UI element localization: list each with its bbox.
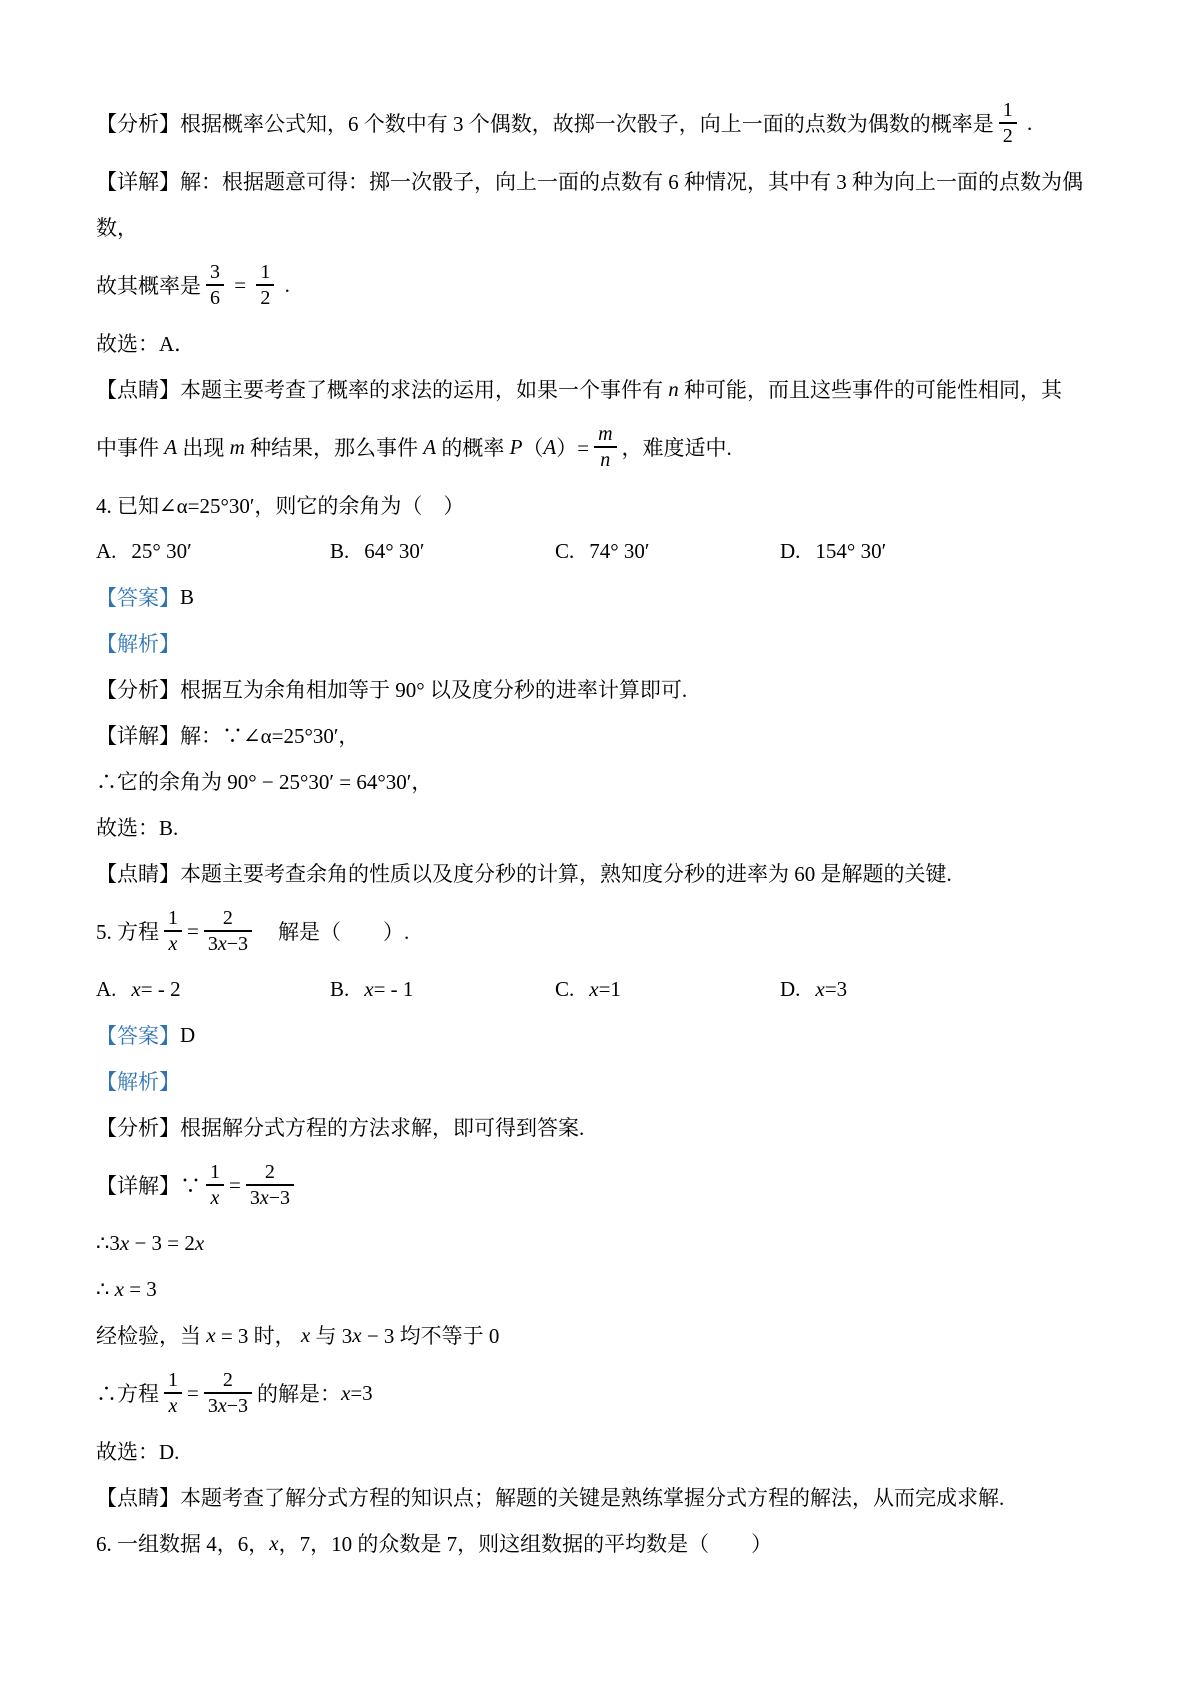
math-variable: x bbox=[194, 1230, 205, 1255]
math-variable: x bbox=[119, 1230, 130, 1255]
q3-note-line2 bbox=[96, 412, 1105, 482]
text-run: 故选：B. bbox=[96, 816, 179, 840]
q5-detail-line2 bbox=[96, 1220, 1105, 1266]
text-run: = bbox=[229, 272, 252, 297]
text-run: 出现 bbox=[177, 436, 230, 460]
q5-check bbox=[96, 1312, 1105, 1358]
q4-note bbox=[96, 850, 1105, 896]
text-run: 故其概率是 bbox=[96, 274, 201, 298]
fraction-bar bbox=[999, 122, 1017, 124]
math-variable: m bbox=[598, 422, 613, 445]
q4-options bbox=[96, 528, 1105, 574]
math-variable: x bbox=[300, 1322, 311, 1347]
text-run: = - 2 bbox=[140, 976, 181, 1001]
text-run: 【点睛】本题考查了解分式方程的知识点；解题的关键是熟练掌握分式方程的解法，从而完成求解. bbox=[96, 1486, 1005, 1510]
fraction bbox=[999, 99, 1017, 147]
math-variable: A bbox=[543, 434, 557, 459]
fraction bbox=[206, 1161, 224, 1209]
text-run: 2 bbox=[260, 286, 271, 309]
fraction-numerator bbox=[999, 99, 1017, 121]
q3-probability-formula bbox=[96, 250, 1105, 320]
fraction-numerator bbox=[219, 907, 237, 929]
math-variable: x bbox=[269, 1530, 279, 1555]
fraction-numerator bbox=[164, 1369, 182, 1391]
text-run: 种可能，而且这些事件的可能性相同，其 bbox=[678, 378, 1062, 402]
text-run: 3 bbox=[210, 260, 220, 283]
answer-label: 【答案】 bbox=[96, 586, 180, 610]
math-variable: x bbox=[210, 1186, 220, 1209]
text-run: 【详解】解：根据题意可得：掷一次骰子，向上一面的点数有 6 种情况，其中有 3 种为向上一面的点数为偶 bbox=[96, 170, 1083, 194]
text-run: 中事件 bbox=[96, 436, 165, 460]
text-run: =3 bbox=[824, 976, 848, 1001]
text-run: 1 bbox=[168, 1368, 178, 1391]
text-run: 6 bbox=[210, 286, 220, 309]
document-content bbox=[96, 88, 1105, 1566]
text-run: 64° 30′ bbox=[364, 538, 425, 563]
fraction-bar bbox=[164, 1392, 182, 1394]
q3-detail-line2 bbox=[96, 204, 1105, 250]
q5-answer bbox=[96, 1012, 1105, 1058]
option-letter: B. bbox=[330, 538, 350, 563]
fraction-numerator bbox=[206, 1161, 224, 1183]
q5-analysis bbox=[96, 1104, 1105, 1150]
fraction bbox=[256, 261, 274, 309]
fraction-numerator bbox=[256, 261, 274, 283]
text-run: = bbox=[187, 918, 199, 943]
text-run: 与 3 bbox=[310, 1324, 353, 1348]
analysis-label: 【解析】 bbox=[96, 632, 180, 656]
text-run: − 3 = 2 bbox=[129, 1230, 195, 1255]
q5-solution bbox=[96, 1358, 1105, 1428]
math-variable: n bbox=[600, 448, 611, 471]
q4-detail-line2 bbox=[96, 758, 1105, 804]
text-run: − 3 均不等于 0 bbox=[361, 1324, 500, 1348]
math-variable: x bbox=[815, 976, 825, 1001]
text-run: ，难度适中. bbox=[621, 436, 732, 460]
q5-detail-line1 bbox=[96, 1150, 1105, 1220]
q3-analysis bbox=[96, 88, 1105, 158]
fraction bbox=[206, 261, 224, 309]
math-variable: x bbox=[217, 932, 227, 955]
fraction-numerator bbox=[594, 423, 616, 445]
option-letter: B. bbox=[330, 976, 350, 1001]
q4-jiexi bbox=[96, 620, 1105, 666]
fraction bbox=[164, 907, 182, 955]
math-variable: x bbox=[352, 1322, 362, 1347]
fraction-bar bbox=[206, 1184, 224, 1186]
text-run: 5. 方程 bbox=[96, 920, 159, 944]
text-run: 【点睛】本题主要考查余角的性质以及度分秒的计算，熟知度分秒的进率为 60 是解题的关键. bbox=[96, 862, 952, 886]
text-run: −3 bbox=[268, 1186, 291, 1209]
text-run: 2 bbox=[222, 906, 233, 929]
option-A bbox=[96, 977, 330, 1002]
option-B bbox=[330, 977, 555, 1002]
fraction-bar bbox=[204, 1392, 252, 1394]
text-run: 74° 30′ bbox=[589, 538, 650, 563]
fraction-denominator bbox=[246, 1187, 294, 1209]
math-variable: n bbox=[668, 376, 679, 401]
fraction-bar bbox=[204, 930, 252, 932]
text-run: ∴3 bbox=[96, 1230, 120, 1255]
text-run: 【点睛】本题主要考查了概率的求法的运用，如果一个事件有 bbox=[96, 378, 669, 402]
text-run: = bbox=[229, 1172, 241, 1197]
text-run: 3 bbox=[207, 932, 218, 955]
option-C bbox=[555, 539, 780, 564]
text-run: =3 bbox=[350, 1380, 373, 1405]
text-run: 【分析】根据概率公式知，6 个数中有 3 个偶数，故掷一次骰子，向上一面的点数为偶数的概率是 bbox=[96, 112, 994, 136]
fraction-denominator bbox=[206, 287, 224, 309]
text-run: 数， bbox=[96, 216, 138, 240]
text-run: D bbox=[180, 1022, 196, 1047]
fraction-denominator bbox=[204, 933, 252, 955]
math-variable: x bbox=[206, 1322, 216, 1347]
option-letter: D. bbox=[780, 538, 801, 563]
fraction-numerator bbox=[164, 907, 182, 929]
q4-answer bbox=[96, 574, 1105, 620]
text-run: ∴它的余角为 90° − 25°30′ = 64°30′， bbox=[96, 770, 433, 794]
text-run: 经检验，当 bbox=[96, 1324, 207, 1348]
text-run: 解是（ ）. bbox=[257, 920, 410, 944]
text-run: 2 bbox=[222, 1368, 233, 1391]
text-run: 154° 30′ bbox=[815, 538, 887, 563]
fraction bbox=[164, 1369, 182, 1417]
fraction-bar bbox=[164, 930, 182, 932]
text-run: . bbox=[279, 272, 290, 297]
text-run: B bbox=[180, 584, 195, 609]
fraction-bar bbox=[246, 1184, 294, 1186]
q5-conclusion bbox=[96, 1428, 1105, 1474]
text-run: ）= bbox=[556, 436, 590, 460]
math-variable: x bbox=[217, 1394, 227, 1417]
text-run: 【详解】解：∵∠α=25°30′， bbox=[96, 724, 360, 748]
option-letter: C. bbox=[555, 976, 575, 1001]
q5-note bbox=[96, 1474, 1105, 1520]
q3-note-line1 bbox=[96, 366, 1105, 412]
math-variable: x bbox=[589, 976, 599, 1001]
text-run: 2 bbox=[264, 1160, 275, 1183]
option-letter: A. bbox=[96, 976, 117, 1001]
text-run: 【分析】根据互为余角相加等于 90° 以及度分秒的进率计算即可. bbox=[96, 678, 688, 702]
q3-conclusion bbox=[96, 320, 1105, 366]
math-variable: x bbox=[114, 1276, 124, 1301]
text-run: ∴ bbox=[96, 1276, 115, 1301]
fraction-numerator bbox=[206, 261, 224, 283]
text-run: = 3 时， bbox=[215, 1324, 301, 1348]
fraction-bar bbox=[206, 284, 224, 286]
text-run: 3 bbox=[207, 1394, 218, 1417]
option-C bbox=[555, 977, 780, 1002]
text-run: 【详解】∵ bbox=[96, 1174, 201, 1198]
fraction bbox=[204, 907, 252, 955]
option-B bbox=[330, 539, 555, 564]
option-D bbox=[780, 977, 1105, 1002]
text-run: 25° 30′ bbox=[131, 538, 192, 563]
text-run: =1 bbox=[598, 976, 621, 1001]
q5-detail-line3 bbox=[96, 1266, 1105, 1312]
text-run: . bbox=[1021, 110, 1033, 135]
q5-options bbox=[96, 966, 1105, 1012]
q5-jiexi bbox=[96, 1058, 1105, 1104]
option-D bbox=[780, 539, 1105, 564]
text-run: 的概率 bbox=[436, 436, 510, 460]
text-run: 1 bbox=[1002, 98, 1013, 121]
math-variable: x bbox=[364, 976, 374, 1001]
text-run: 故选：A． bbox=[96, 332, 196, 356]
text-run: 2 bbox=[1002, 124, 1013, 147]
q6-stem bbox=[96, 1520, 1105, 1566]
fraction-denominator bbox=[596, 449, 614, 471]
text-run: = bbox=[187, 1380, 199, 1405]
fraction-denominator bbox=[165, 1395, 182, 1417]
text-run: = - 1 bbox=[373, 976, 414, 1001]
math-variable: x bbox=[131, 976, 141, 1001]
option-letter: C. bbox=[555, 538, 575, 563]
text-run: = 3 bbox=[123, 1276, 157, 1301]
fraction-numerator bbox=[219, 1369, 237, 1391]
fraction-denominator bbox=[999, 125, 1017, 147]
option-letter: D. bbox=[780, 976, 801, 1001]
q4-conclusion bbox=[96, 804, 1105, 850]
math-variable: m bbox=[229, 434, 245, 459]
text-run: 故选：D. bbox=[96, 1440, 180, 1464]
math-variable: P bbox=[509, 434, 523, 459]
fraction-bar bbox=[594, 446, 616, 448]
text-run: 1 bbox=[168, 906, 178, 929]
text-run: 4. 已知∠α=25°30′，则它的余角为（ ） bbox=[96, 494, 465, 518]
q4-detail-line1 bbox=[96, 712, 1105, 758]
fraction-denominator bbox=[165, 933, 182, 955]
option-A bbox=[96, 539, 330, 564]
text-run: 【分析】根据解分式方程的方法求解，即可得到答案. bbox=[96, 1116, 585, 1140]
fraction bbox=[594, 423, 616, 471]
fraction bbox=[204, 1369, 252, 1417]
math-variable: A bbox=[164, 434, 178, 459]
fraction-bar bbox=[256, 284, 274, 286]
q4-stem bbox=[96, 482, 1105, 528]
text-run: ，7，10 的众数是 7，则这组数据的平均数是（ ） bbox=[278, 1532, 773, 1556]
text-run: 3 bbox=[249, 1186, 260, 1209]
math-variable: x bbox=[168, 1394, 178, 1417]
text-run: 种结果，那么事件 bbox=[244, 436, 424, 460]
text-run: −3 bbox=[226, 1394, 249, 1417]
answer-label: 【答案】 bbox=[96, 1024, 180, 1048]
math-variable: A bbox=[423, 434, 437, 459]
analysis-label: 【解析】 bbox=[96, 1070, 180, 1094]
fraction-denominator bbox=[256, 287, 274, 309]
text-run: −3 bbox=[226, 932, 249, 955]
q4-analysis bbox=[96, 666, 1105, 712]
text-run: ∴方程 bbox=[96, 1382, 159, 1406]
q3-detail-line1 bbox=[96, 158, 1105, 204]
option-letter: A. bbox=[96, 538, 117, 563]
fraction bbox=[246, 1161, 294, 1209]
fraction-numerator bbox=[261, 1161, 279, 1183]
text-run: 6. 一组数据 4，6， bbox=[96, 1532, 270, 1556]
text-run: （ bbox=[522, 436, 544, 460]
math-variable: x bbox=[341, 1380, 351, 1405]
math-variable: x bbox=[259, 1186, 269, 1209]
text-run: 的解是： bbox=[257, 1382, 342, 1406]
fraction-denominator bbox=[204, 1395, 252, 1417]
math-variable: x bbox=[168, 932, 178, 955]
q5-stem bbox=[96, 896, 1105, 966]
fraction-denominator bbox=[207, 1187, 224, 1209]
text-run: 1 bbox=[210, 1160, 220, 1183]
text-run: 1 bbox=[260, 260, 271, 283]
